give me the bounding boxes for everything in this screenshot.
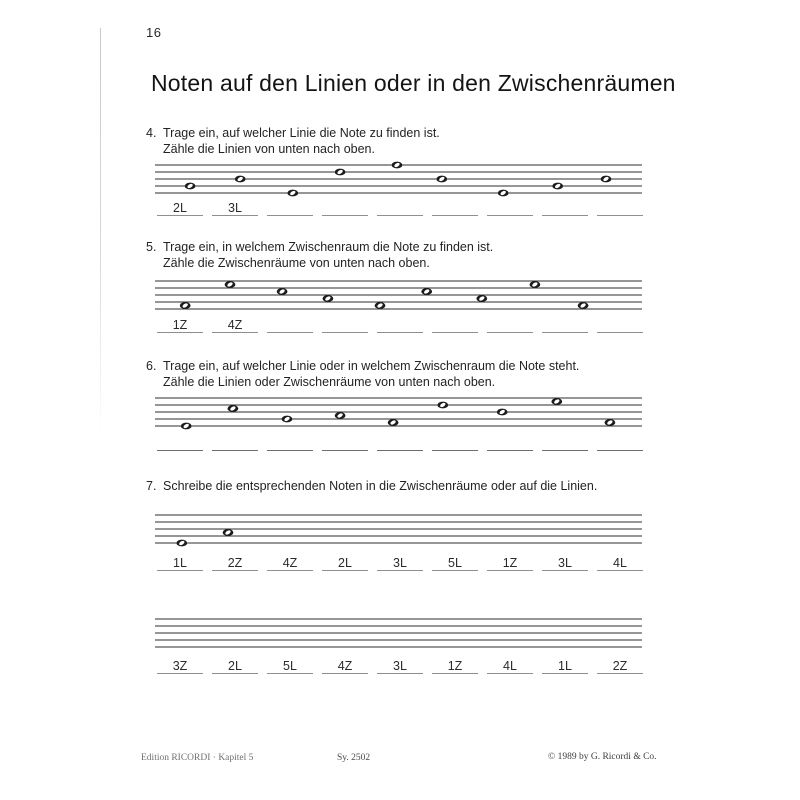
- answer-blank: [542, 556, 588, 571]
- answer-label: 4Z: [282, 556, 298, 570]
- answer-label: 1L: [173, 556, 187, 570]
- exercise-5-line1: Trage ein, in welchem Zwischenraum die Note zu finden ist.: [163, 240, 494, 254]
- answer-blank: [267, 659, 313, 674]
- exercise-5-line2: Zähle die Zwischenräume von unten nach oben.: [163, 255, 430, 270]
- exercise-4-number: 4.: [146, 126, 157, 140]
- answer-blank: [542, 659, 588, 674]
- whole-note: [436, 176, 447, 183]
- footer-edition: Edition RICORDI · Kapitel 5: [141, 753, 254, 763]
- whole-note: [282, 416, 293, 423]
- answer-blank: [157, 659, 203, 674]
- whole-note: [605, 419, 616, 426]
- answer-label: 4Z: [337, 659, 353, 673]
- answer-row-ex5: [157, 318, 643, 333]
- staff-svg: [155, 160, 642, 200]
- exercise-6-line1: Trage ein, auf welcher Linie oder in welchem Zwischenraum die Note steht.: [163, 359, 580, 373]
- whole-note: [552, 183, 563, 190]
- answer-blank: [377, 436, 423, 451]
- whole-note: [185, 183, 196, 190]
- answer-label: 2L: [338, 556, 352, 570]
- answer-blank: [377, 201, 423, 216]
- answer-blank: [322, 436, 368, 451]
- answer-blank: [432, 318, 478, 333]
- whole-note: [323, 295, 334, 302]
- staff-svg: [155, 276, 642, 316]
- answer-label: 5L: [283, 659, 297, 673]
- answer-blank: [432, 659, 478, 674]
- footer-copyright: © 1989 by G. Ricordi & Co.: [548, 752, 657, 762]
- answer-blank: [267, 436, 313, 451]
- whole-note: [176, 540, 187, 547]
- answer-blank: [157, 556, 203, 571]
- whole-note: [225, 281, 236, 288]
- whole-note: [601, 176, 612, 183]
- label-row-ex7a: [157, 556, 643, 571]
- whole-note: [277, 288, 288, 295]
- answer-label: 3L: [393, 556, 407, 570]
- answer-label: 1L: [558, 659, 572, 673]
- answer-blank: [377, 318, 423, 333]
- whole-note: [551, 398, 562, 405]
- answer-label: 3L: [393, 659, 407, 673]
- answer-label: 3Z: [172, 659, 188, 673]
- whole-note: [476, 295, 487, 302]
- answer-blank: [432, 201, 478, 216]
- whole-note: [437, 402, 448, 409]
- answer-blank: [597, 318, 643, 333]
- whole-note: [578, 302, 589, 309]
- exercise-6-number: 6.: [146, 359, 157, 373]
- answer-label: 2Z: [612, 659, 628, 673]
- answer-label: 5L: [448, 556, 462, 570]
- answer-label: 1Z: [447, 659, 463, 673]
- answer-blank: [377, 659, 423, 674]
- answer-blank: [212, 318, 258, 333]
- whole-note: [497, 409, 508, 416]
- answer-label: 4Z: [227, 318, 243, 332]
- whole-note: [223, 529, 234, 536]
- answer-blank: [432, 556, 478, 571]
- whole-note: [180, 302, 191, 309]
- page-number: 16: [146, 25, 162, 40]
- answer-label: 2L: [228, 659, 242, 673]
- answer-blank: [212, 556, 258, 571]
- exercise-6-text: [163, 359, 579, 390]
- exercise-7-text: [163, 479, 597, 495]
- whole-note: [335, 412, 346, 419]
- staff-ex7b: [155, 614, 642, 654]
- answer-blank: [322, 318, 368, 333]
- answer-blank: [487, 201, 533, 216]
- exercise-4-line2: Zähle die Linien von unten nach oben.: [163, 141, 375, 156]
- exercise-6-instruction: [146, 359, 666, 390]
- whole-note: [228, 405, 239, 412]
- whole-note: [235, 176, 246, 183]
- answer-label: 4L: [613, 556, 627, 570]
- staff-svg: [155, 614, 642, 654]
- exercise-5-instruction: [146, 240, 666, 271]
- answer-blank: [157, 318, 203, 333]
- answer-blank: [487, 318, 533, 333]
- answer-blank: [322, 659, 368, 674]
- answer-blank: [487, 436, 533, 451]
- whole-note: [375, 302, 386, 309]
- staff-ex6: [155, 393, 642, 433]
- staff-svg: [155, 510, 642, 550]
- answer-blank: [542, 318, 588, 333]
- answer-blank: [212, 201, 258, 216]
- exercise-5-number: 5.: [146, 240, 157, 254]
- answer-row-ex4: [157, 201, 643, 216]
- answer-label: 1Z: [502, 556, 518, 570]
- answer-blank: [487, 659, 533, 674]
- answer-row-ex6: [157, 436, 643, 451]
- exercise-7-line1: Schreibe die entsprechenden Noten in die Zwischenräume oder auf die Linien.: [163, 479, 598, 493]
- answer-blank: [432, 436, 478, 451]
- answer-blank: [322, 201, 368, 216]
- exercise-5-text: [163, 240, 493, 271]
- exercise-7-instruction: [146, 479, 666, 495]
- whole-note: [530, 281, 541, 288]
- answer-blank: [212, 436, 258, 451]
- answer-blank: [597, 201, 643, 216]
- answer-blank: [267, 556, 313, 571]
- answer-label: 4L: [503, 659, 517, 673]
- answer-blank: [597, 659, 643, 674]
- answer-label: 3L: [558, 556, 572, 570]
- answer-blank: [267, 318, 313, 333]
- label-row-ex7b: [157, 659, 643, 674]
- exercise-4-line1: Trage ein, auf welcher Linie die Note zu finden ist.: [163, 126, 440, 140]
- whole-note: [335, 169, 346, 176]
- exercise-4-instruction: [146, 126, 666, 157]
- whole-note: [287, 190, 298, 197]
- staff-ex4: [155, 160, 642, 200]
- exercise-4-text: [163, 126, 440, 157]
- answer-blank: [377, 556, 423, 571]
- answer-blank: [542, 436, 588, 451]
- exercise-6-line2: Zähle die Linien oder Zwischenräume von unten nach oben.: [163, 374, 496, 389]
- answer-blank: [597, 556, 643, 571]
- page-title: Noten auf den Linien oder in den Zwischenräumen: [151, 70, 676, 96]
- answer-blank: [212, 659, 258, 674]
- answer-blank: [597, 436, 643, 451]
- exercise-7-number: 7.: [146, 479, 157, 493]
- staff-ex5: [155, 276, 642, 316]
- answer-label: 3L: [228, 201, 242, 215]
- page-gutter-shadow: [100, 28, 101, 440]
- answer-blank: [157, 201, 203, 216]
- staff-svg: [155, 393, 642, 433]
- footer-plate-number: Sy. 2502: [337, 753, 371, 763]
- whole-note: [498, 190, 509, 197]
- whole-note: [392, 162, 403, 169]
- answer-label: 2Z: [227, 556, 243, 570]
- answer-blank: [267, 201, 313, 216]
- staff-ex7a: [155, 510, 642, 550]
- answer-blank: [157, 436, 203, 451]
- answer-label: 1Z: [172, 318, 188, 332]
- whole-note: [421, 288, 432, 295]
- whole-note: [388, 419, 399, 426]
- answer-blank: [322, 556, 368, 571]
- whole-note: [181, 423, 192, 430]
- answer-blank: [542, 201, 588, 216]
- answer-label: 2L: [173, 201, 187, 215]
- answer-blank: [487, 556, 533, 571]
